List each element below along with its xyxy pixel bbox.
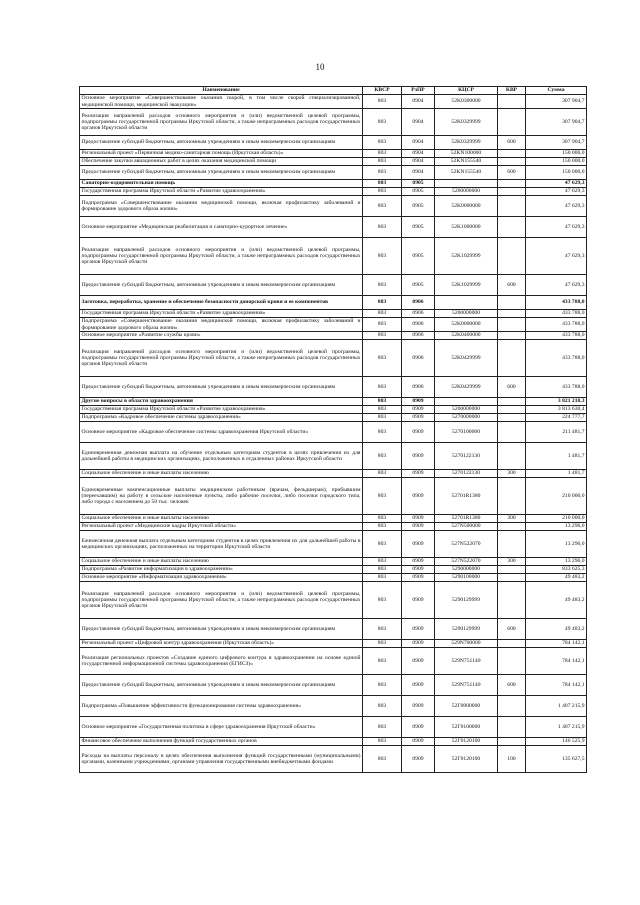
cell-kcsr: 5290100000 — [435, 574, 498, 582]
cell-kcsr: 52K0329999 — [435, 136, 498, 150]
cell-kvsr: 803 — [363, 310, 402, 318]
cell-kcsr: 529N700000 — [435, 640, 498, 648]
cell-kvsr: 803 — [363, 478, 402, 515]
cell-rzpr: 0909 — [402, 640, 435, 648]
table-row — [80, 188, 587, 196]
cell-kvr — [498, 150, 526, 158]
cell-rzpr: 0909 — [402, 738, 435, 746]
cell-rzpr: 0909 — [402, 398, 435, 406]
cell-kcsr: 52K0000000 — [435, 318, 498, 332]
cell-sum: 1 481,7 — [526, 443, 587, 470]
cell-sum: 433 788,0 — [526, 340, 587, 377]
table-row — [80, 158, 587, 166]
table-row — [80, 377, 587, 398]
cell-name: Другие вопросы в области здравоохранения — [80, 398, 363, 406]
cell-kvsr: 803 — [363, 414, 402, 422]
cell-name: Реализация направлений расходов основного мероприятия и (или) ведомственной целевой программы, подпрограммы государственной программы Иркутской области, а также непрограммных расходов государственных органов Иркутской области — [80, 109, 363, 136]
cell-kvsr: 803 — [363, 619, 402, 640]
header-sum: Сумма — [526, 87, 587, 95]
table-row — [80, 166, 587, 180]
cell-kcsr: 52K1000000 — [435, 217, 498, 238]
cell-kcsr: 527N500000 — [435, 523, 498, 531]
cell-kvsr: 803 — [363, 180, 402, 188]
cell-kvr: 600 — [498, 275, 526, 296]
table-row — [80, 275, 587, 296]
table-row — [80, 406, 587, 414]
table-row — [80, 340, 587, 377]
table-row — [80, 574, 587, 582]
cell-name: Основное мероприятие «Кадровое обеспечение системы здравоохранения Иркутской области» — [80, 422, 363, 443]
header-kvr: КВР — [498, 87, 526, 95]
table-row — [80, 332, 587, 340]
cell-rzpr: 0905 — [402, 196, 435, 217]
table-header-row — [80, 87, 587, 95]
cell-kvsr: 803 — [363, 558, 402, 566]
cell-name: Предоставление субсидий бюджетным, автономным учреждениям и иным некоммерческим организациям — [80, 166, 363, 180]
cell-kcsr: 52K1029999 — [435, 275, 498, 296]
cell-kvr: 600 — [498, 377, 526, 398]
cell-name: Региональный проект «Медицинские кадры Иркутской области» — [80, 523, 363, 531]
cell-kcsr — [435, 180, 498, 188]
table-row — [80, 196, 587, 217]
cell-sum: 47 629,3 — [526, 217, 587, 238]
cell-kvsr: 803 — [363, 398, 402, 406]
table-body — [80, 95, 587, 773]
cell-kvr — [498, 738, 526, 746]
cell-rzpr: 0909 — [402, 406, 435, 414]
cell-rzpr: 0906 — [402, 310, 435, 318]
cell-sum: 150 000,0 — [526, 166, 587, 180]
cell-kcsr — [435, 296, 498, 310]
cell-kvsr: 803 — [363, 158, 402, 166]
cell-kvsr: 803 — [363, 238, 402, 275]
cell-kcsr: 52701R1380 — [435, 478, 498, 515]
cell-kvr — [498, 696, 526, 717]
cell-sum: 49 483,2 — [526, 574, 587, 582]
cell-kvr: 300 — [498, 470, 526, 478]
cell-kvsr: 803 — [363, 196, 402, 217]
cell-name: Основное мероприятие «Совершенствование оказания скорой, в том числе скорой специализированной, медицинской помощи, медицинской эвакуации» — [81, 95, 361, 108]
cell-name: Основное мероприятие «Развитие службы крови» — [80, 332, 363, 340]
cell-sum: 1 407 215,9 — [526, 696, 587, 717]
cell-name: Региональный проект «Цифровой контур здравоохранения (Иркутская область)» — [80, 640, 363, 648]
cell-kvr — [498, 523, 526, 531]
cell-sum: 1 481,7 — [526, 470, 587, 478]
cell-rzpr: 0905 — [402, 188, 435, 196]
cell-kvsr: 803 — [363, 574, 402, 582]
cell-sum: 433 788,0 — [526, 296, 587, 310]
cell-rzpr: 0905 — [402, 238, 435, 275]
cell-rzpr: 0909 — [402, 414, 435, 422]
cell-rzpr: 0906 — [402, 296, 435, 310]
cell-sum: 307 904,7 — [526, 136, 587, 150]
cell-name: Основное мероприятие «Государственная политика в сфере здравоохранения Иркутской области» — [80, 717, 363, 738]
cell-sum: 3 821 218,3 — [526, 398, 587, 406]
cell-sum: 146 525,9 — [526, 738, 587, 746]
table-row — [80, 443, 587, 470]
cell-kvsr: 803 — [363, 377, 402, 398]
cell-kvr — [498, 478, 526, 515]
cell-name: Ежемесячная денежная выплата отдельным категориям студентов в целях привлечения их для дальнейшей работы в медицинских организациях, расположенных на территории Иркутской области — [80, 531, 363, 558]
cell-kvr — [498, 318, 526, 332]
cell-name: Социальное обеспечение и иные выплаты населению — [80, 558, 363, 566]
cell-name: Единовременная денежная выплата на обучение отдельным категориям студентов в целях привлечения их для дальнейшей работы в медицинских организациях, расположенных в отдаленных районах Иркутской области — [80, 443, 363, 470]
cell-kvr — [498, 332, 526, 340]
cell-rzpr: 0904 — [402, 95, 435, 109]
cell-kvsr: 803 — [363, 136, 402, 150]
cell-sum: 307 904,7 — [526, 109, 587, 136]
cell-name: Предоставление субсидий бюджетным, автономным учреждениям и иным некоммерческим организациям — [80, 675, 363, 696]
cell-kvr — [498, 717, 526, 738]
cell-sum: 224 777,7 — [526, 414, 587, 422]
cell-sum: 433 788,0 — [526, 377, 587, 398]
cell-name: Государственная программа Иркутской области «Развитие здравоохранения» — [80, 406, 363, 414]
cell-kcsr: 527N522070 — [435, 558, 498, 566]
cell-name: Государственная программа Иркутской области «Развитие здравоохранения» — [80, 188, 363, 196]
cell-name: Подпрограмма «Кадровое обеспечение системы здравоохранения» — [80, 414, 363, 422]
cell-sum: 833 625,3 — [526, 566, 587, 574]
cell-name: Подпрограмма «Совершенствование оказания медицинской помощи, включая профилактику заболеваний и формирование здорового образа жизни» — [81, 318, 361, 331]
table-row — [80, 470, 587, 478]
cell-name: Подпрограмма «Совершенствование оказания медицинской помощи, включая профилактику заболеваний и формирование здорового образа жизни» — [80, 196, 363, 217]
cell-name: Реализация направлений расходов основного мероприятия и (или) ведомственной целевой программы, подпрограммы государственной программы Иркутской области, а также непрограммных расходов государственных органов Иркутской области — [80, 238, 363, 275]
cell-sum: 307 904,7 — [526, 95, 587, 109]
cell-kvr — [498, 574, 526, 582]
cell-kcsr: 52K0329999 — [435, 109, 498, 136]
cell-name: Санаторно-оздоровительная помощь — [80, 180, 363, 188]
cell-rzpr: 0909 — [402, 478, 435, 515]
cell-kvsr: 803 — [363, 422, 402, 443]
cell-kcsr: 5270122130 — [435, 470, 498, 478]
cell-rzpr: 0904 — [402, 109, 435, 136]
cell-name: Предоставление субсидий бюджетным, автономным учреждениям и иным некоммерческим организациям — [80, 275, 363, 296]
cell-sum: 433 788,0 — [526, 310, 587, 318]
cell-kvr — [498, 296, 526, 310]
table-row — [80, 648, 587, 675]
cell-kvsr: 803 — [363, 340, 402, 377]
cell-sum: 49 483,2 — [526, 582, 587, 619]
cell-sum: 150 000,0 — [526, 150, 587, 158]
cell-rzpr: 0909 — [402, 531, 435, 558]
cell-rzpr: 0909 — [402, 675, 435, 696]
cell-rzpr: 0906 — [402, 332, 435, 340]
cell-kvr — [498, 196, 526, 217]
table-row — [80, 523, 587, 531]
cell-rzpr: 0909 — [402, 523, 435, 531]
table-row — [80, 675, 587, 696]
cell-kvsr: 803 — [363, 166, 402, 180]
header-name: Наименование — [80, 87, 363, 95]
cell-kvsr: 803 — [363, 150, 402, 158]
cell-sum: 784 142,1 — [526, 648, 587, 675]
cell-name: Предоставление субсидий бюджетным, автономным учреждениям и иным некоммерческим организациям — [80, 136, 363, 150]
cell-name: Реализация направлений расходов основного мероприятия и (или) ведомственной целевой программы, подпрограммы государственной программы Иркутской области, а также непрограммных расходов государственных органов Иркутской области — [80, 582, 363, 619]
cell-kvr — [498, 180, 526, 188]
table-row — [80, 318, 587, 332]
cell-kvsr: 803 — [363, 582, 402, 619]
cell-kcsr: 52Г0120100 — [435, 746, 498, 773]
cell-rzpr: 0909 — [402, 443, 435, 470]
cell-rzpr: 0904 — [402, 136, 435, 150]
cell-kcsr: 5270122130 — [435, 443, 498, 470]
cell-kcsr: 52701R1380 — [435, 515, 498, 523]
table-row — [80, 738, 587, 746]
page-number: 10 — [315, 62, 325, 72]
cell-name: Государственная программа Иркутской области «Развитие здравоохранения» — [80, 310, 363, 318]
cell-kcsr: 5290000000 — [435, 566, 498, 574]
cell-sum: 784 142,1 — [526, 640, 587, 648]
cell-kvr — [498, 398, 526, 406]
cell-kcsr: 52KN155540 — [435, 166, 498, 180]
table-row — [80, 566, 587, 574]
cell-kvsr: 803 — [363, 332, 402, 340]
cell-rzpr: 0904 — [402, 150, 435, 158]
cell-kvr — [498, 158, 526, 166]
cell-kvsr: 803 — [363, 648, 402, 675]
cell-name: Основное мероприятие «Медицинская реабилитация и санаторно-курортное лечение» — [80, 217, 363, 238]
cell-kcsr: 5290129999 — [435, 582, 498, 619]
cell-kvr — [498, 566, 526, 574]
cell-kvr — [498, 340, 526, 377]
cell-kvr: 600 — [498, 166, 526, 180]
cell-kcsr: 529N751140 — [435, 675, 498, 696]
cell-kcsr — [435, 398, 498, 406]
cell-rzpr: 0909 — [402, 574, 435, 582]
cell-kvr: 100 — [498, 746, 526, 773]
cell-kcsr: 52Г0000000 — [435, 696, 498, 717]
cell-rzpr: 0909 — [402, 582, 435, 619]
cell-kvsr: 803 — [363, 296, 402, 310]
cell-kcsr: 5200000000 — [435, 310, 498, 318]
cell-sum: 433 788,0 — [526, 318, 587, 332]
cell-rzpr: 0909 — [402, 566, 435, 574]
cell-name: Финансовое обеспечение выполнения функций государственных органов — [80, 738, 363, 746]
table-row — [80, 696, 587, 717]
cell-kvsr: 803 — [363, 217, 402, 238]
header-kvsr: КВСР — [363, 87, 402, 95]
cell-kcsr: 529N751140 — [435, 648, 498, 675]
cell-kvr — [498, 414, 526, 422]
cell-kvr — [498, 422, 526, 443]
cell-kvsr: 803 — [363, 318, 402, 332]
cell-sum: 47 629,3 — [526, 188, 587, 196]
cell-rzpr: 0909 — [402, 746, 435, 773]
cell-kvr — [498, 640, 526, 648]
cell-sum: 150 000,0 — [526, 158, 587, 166]
cell-rzpr: 0905 — [402, 275, 435, 296]
cell-rzpr: 0906 — [402, 377, 435, 398]
cell-rzpr: 0909 — [402, 619, 435, 640]
cell-name: Социальное обеспечение и иные выплаты населению — [80, 515, 363, 523]
cell-kvsr: 803 — [363, 696, 402, 717]
cell-kvsr: 803 — [363, 275, 402, 296]
cell-kvr: 600 — [498, 136, 526, 150]
header-rzpr: РзПР — [402, 87, 435, 95]
cell-kcsr: 52K0300000 — [435, 95, 498, 109]
cell-kcsr: 5270000000 — [435, 414, 498, 422]
cell-kvsr: 803 — [363, 188, 402, 196]
cell-name: Региональный проект «Первичная медико-санитарная помощь (Иркутская область)» — [80, 150, 363, 158]
cell-sum: 210 000,0 — [526, 478, 587, 515]
table-row — [80, 238, 587, 275]
table-row — [80, 640, 587, 648]
table-row — [80, 95, 587, 109]
table-row — [80, 558, 587, 566]
cell-kvsr: 803 — [363, 109, 402, 136]
cell-kvr — [498, 238, 526, 275]
cell-sum: 47 629,3 — [526, 238, 587, 275]
table-row — [80, 422, 587, 443]
cell-kvsr: 803 — [363, 95, 402, 109]
cell-kcsr: 5200000000 — [435, 406, 498, 414]
cell-rzpr: 0909 — [402, 470, 435, 478]
cell-kvsr: 803 — [363, 531, 402, 558]
cell-sum: 211 481,7 — [526, 422, 587, 443]
cell-kvr: 600 — [498, 619, 526, 640]
cell-name: Заготовка, переработка, хранение и обеспечение безопасности донорской крови и ее компонентов — [80, 296, 363, 310]
cell-rzpr: 0909 — [402, 515, 435, 523]
table-row — [80, 515, 587, 523]
cell-kvsr: 803 — [363, 746, 402, 773]
cell-name: Реализация региональных проектов «Создание единого цифрового контура в здравоохранении на основе единой государственной информационной системы здравоохранения (ЕГИСЗ)» — [80, 648, 363, 675]
cell-kvr — [498, 648, 526, 675]
cell-kvsr: 803 — [363, 470, 402, 478]
cell-kcsr: 52K0429999 — [435, 340, 498, 377]
cell-sum: 433 788,0 — [526, 332, 587, 340]
cell-name: Основное мероприятие «Информатизация здравоохранения» — [80, 574, 363, 582]
cell-kvsr: 803 — [363, 515, 402, 523]
cell-sum: 47 629,3 — [526, 180, 587, 188]
cell-rzpr: 0906 — [402, 340, 435, 377]
cell-kcsr: 52K0429999 — [435, 377, 498, 398]
cell-kcsr: 52Г0100000 — [435, 717, 498, 738]
cell-rzpr: 0905 — [402, 180, 435, 188]
cell-kcsr: 52K0000000 — [435, 196, 498, 217]
cell-kvr — [498, 310, 526, 318]
cell-kvr: 300 — [498, 515, 526, 523]
cell-sum: 784 142,1 — [526, 675, 587, 696]
cell-rzpr: 0904 — [402, 166, 435, 180]
cell-sum: 13 296,0 — [526, 558, 587, 566]
cell-kcsr: 52KN100000 — [435, 150, 498, 158]
table-row — [80, 217, 587, 238]
cell-name: Единовременные компенсационные выплаты медицинским работникам (врачам, фельдшерам), прибывшим (переехавшим) на работу в сельские населенные пункты, либо рабочие поселки, либо поселки городского типа, либо города с населением до 50 тыс. человек — [80, 478, 363, 515]
cell-sum: 13 296,0 — [526, 531, 587, 558]
cell-name: Расходы на выплаты персоналу в целях обеспечения выполнения функций государственными (муниципальными) органами, казенными учреждениями, органами управления государственными внебюджетными фондами — [80, 746, 363, 773]
cell-rzpr: 0909 — [402, 696, 435, 717]
cell-sum: 13 296,0 — [526, 523, 587, 531]
cell-kvr: 600 — [498, 675, 526, 696]
cell-kvr — [498, 217, 526, 238]
table-row — [80, 717, 587, 738]
cell-kvr — [498, 582, 526, 619]
cell-rzpr: 0909 — [402, 422, 435, 443]
table-row — [80, 619, 587, 640]
cell-sum: 47 629,3 — [526, 275, 587, 296]
cell-sum: 3 813 630,4 — [526, 406, 587, 414]
table-row — [80, 582, 587, 619]
cell-kcsr: 5200000000 — [435, 188, 498, 196]
cell-kvsr: 803 — [363, 738, 402, 746]
table-row — [80, 398, 587, 406]
table-row — [80, 109, 587, 136]
table-row — [80, 414, 587, 422]
cell-kvsr: 803 — [363, 640, 402, 648]
cell-sum: 135 627,5 — [526, 746, 587, 773]
cell-kvr — [498, 443, 526, 470]
table-row — [80, 150, 587, 158]
table-row — [80, 478, 587, 515]
budget-table — [79, 86, 587, 773]
cell-rzpr: 0906 — [402, 318, 435, 332]
table-row — [80, 746, 587, 773]
cell-name: Предоставление субсидий бюджетным, автономным учреждениям и иным некоммерческим организациям — [80, 619, 363, 640]
cell-kvsr: 803 — [363, 566, 402, 574]
cell-kvsr: 803 — [363, 675, 402, 696]
cell-kvr — [498, 95, 526, 109]
cell-kcsr: 5270100000 — [435, 422, 498, 443]
cell-kcsr: 52K0400000 — [435, 332, 498, 340]
table-row — [80, 310, 587, 318]
cell-name: Реализация направлений расходов основного мероприятия и (или) ведомственной целевой программы, подпрограммы государственной программы Иркутской области, а также непрограммных расходов государственных органов Иркутской области — [80, 340, 363, 377]
cell-sum: 1 407 215,9 — [526, 717, 587, 738]
cell-kcsr: 52K1029999 — [435, 238, 498, 275]
cell-kvsr: 803 — [363, 406, 402, 414]
cell-kvsr: 803 — [363, 717, 402, 738]
cell-name: Социальное обеспечение и иные выплаты населению — [80, 470, 363, 478]
cell-sum: 210 000,0 — [526, 515, 587, 523]
cell-kvr — [498, 531, 526, 558]
cell-rzpr: 0904 — [402, 158, 435, 166]
cell-rzpr: 0909 — [402, 717, 435, 738]
cell-name: Подпрограмма «Развитие информатизации в здравоохранении» — [80, 566, 363, 574]
cell-name: Подпрограмма «Повышение эффективности функционирования системы здравоохранения» — [80, 696, 363, 717]
table-row — [80, 531, 587, 558]
cell-rzpr: 0905 — [402, 217, 435, 238]
cell-rzpr: 0909 — [402, 558, 435, 566]
cell-kvr — [498, 188, 526, 196]
cell-kvsr: 803 — [363, 523, 402, 531]
cell-sum: 47 629,3 — [526, 196, 587, 217]
cell-kvr — [498, 406, 526, 414]
cell-kvsr: 803 — [363, 443, 402, 470]
cell-kvr — [498, 109, 526, 136]
header-kcsr: КЦСР — [435, 87, 498, 95]
cell-name: Предоставление субсидий бюджетным, автономным учреждениям и иным некоммерческим организациям — [80, 377, 363, 398]
cell-kvr: 300 — [498, 558, 526, 566]
table-row — [80, 180, 587, 188]
cell-rzpr: 0909 — [402, 648, 435, 675]
cell-kcsr: 52KN155540 — [435, 158, 498, 166]
cell-kcsr: 527N522070 — [435, 531, 498, 558]
table-row — [80, 296, 587, 310]
cell-kcsr: 52Г0120100 — [435, 738, 498, 746]
cell-sum: 49 483,2 — [526, 619, 587, 640]
cell-kcsr: 5290129999 — [435, 619, 498, 640]
cell-name: Обеспечение закупки авиационных работ в целях оказания медицинской помощи — [80, 158, 363, 166]
table-row — [80, 136, 587, 150]
